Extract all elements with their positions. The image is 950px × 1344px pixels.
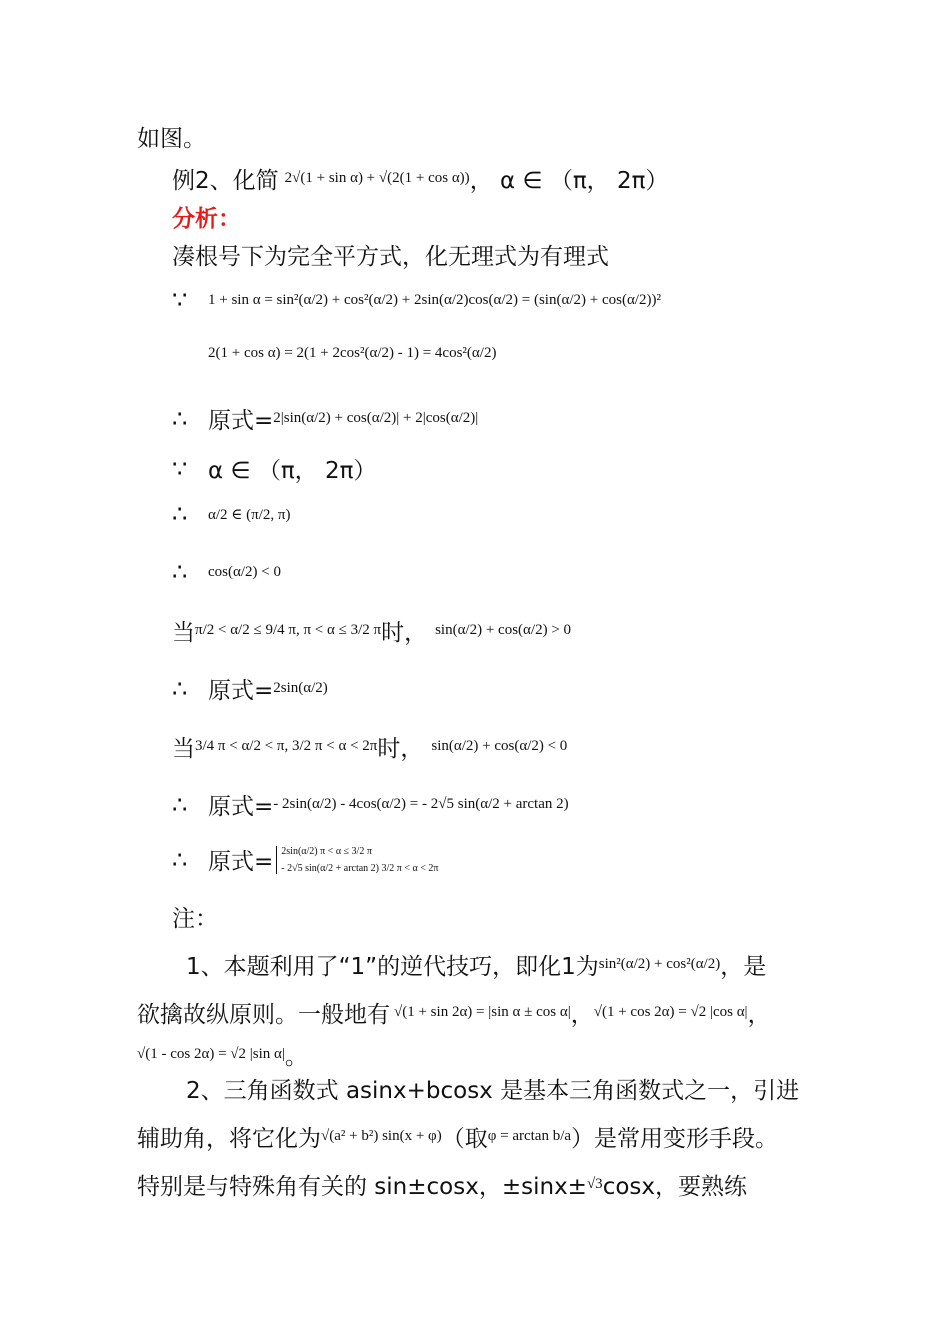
formula-1: √(1 + sin 2α) = |sin α ± cos α| xyxy=(394,1004,571,1020)
original-label: 原式= xyxy=(208,794,274,820)
result-1: 2sin(α/2) xyxy=(273,680,328,696)
case-suffix: 时， xyxy=(381,620,428,646)
original-expression: 2|sin(α/2) + cos(α/2)| + 2|cos(α/2)| xyxy=(273,410,479,426)
note-2-text-c: （取 xyxy=(441,1126,488,1152)
note-1-text: 1、本题利用了“1”的逆代技巧，即化1为 xyxy=(186,954,599,980)
therefore-symbol: ∴ xyxy=(172,500,188,528)
note-1-line-1 xyxy=(186,948,766,981)
sqrt3: √3 xyxy=(586,1176,603,1192)
note-1-expression: sin²(α/2) + cos²(α/2) xyxy=(598,956,721,972)
original-label: 原式= xyxy=(208,408,274,434)
piecewise-line xyxy=(172,843,438,876)
therefore-symbol: ∴ xyxy=(172,558,188,586)
note-2-text-b: 辅助角，将它化为 xyxy=(137,1126,321,1152)
half-alpha-range: α/2 ∈ (π/2, π) xyxy=(208,506,291,523)
note-2-text-e: 特别是与特殊角有关的 sin±cosx，±sinx± xyxy=(137,1174,587,1200)
note-2-line-3 xyxy=(137,1168,747,1201)
note-1-line-3 xyxy=(137,1038,308,1071)
identity-2-line xyxy=(208,345,496,362)
formula-3: √(1 - cos 2α) = √2 |sin α| xyxy=(137,1046,285,1062)
period: 。 xyxy=(284,1044,308,1070)
case-prefix: 当 xyxy=(172,620,195,646)
case-2-condition: 3/4 π < α/2 < π, 3/2 π < α < 2π xyxy=(195,738,378,754)
case-1-condition: π/2 < α/2 ≤ 9/4 π, π < α ≤ 3/2 π xyxy=(195,622,382,638)
identity-2: 2(1 + cos α) = 2(1 + 2cos²(α/2) - 1) = 4cos²(α/2) xyxy=(208,345,497,361)
example-heading xyxy=(172,162,668,195)
therefore-line-3 xyxy=(172,558,281,586)
result-1-line xyxy=(172,672,328,705)
case-suffix: 时， xyxy=(377,736,424,762)
because-line-2 xyxy=(172,452,376,485)
note-2-text-d: ）是常用变形手段。 xyxy=(571,1126,779,1152)
alpha-domain: α ∈ （π， 2π） xyxy=(208,458,377,484)
case-1-line xyxy=(172,614,571,647)
case-prefix: 当 xyxy=(172,736,195,762)
therefore-line-2 xyxy=(172,500,290,528)
result-2: - 2sin(α/2) - 4cos(α/2) = - 2√5 sin(α/2 + arctan 2) xyxy=(273,796,569,812)
note-2-text-f: cosx，要熟练 xyxy=(602,1174,747,1200)
result-2-line xyxy=(172,788,569,821)
therefore-line-1 xyxy=(172,402,478,435)
note-2-line-1: 2、三角函数式 asinx+bcosx 是基本三角函数式之一，引进 xyxy=(186,1078,800,1104)
case-1-sign: sin(α/2) + cos(α/2) > 0 xyxy=(435,622,572,638)
original-label: 原式= xyxy=(208,678,274,704)
text-line: 如图。 xyxy=(137,126,206,152)
example-domain: ， α ∈ （π， 2π） xyxy=(469,168,669,194)
example-expression: 2√(1 + sin α) + √(2(1 + cos α)) xyxy=(284,170,470,186)
note-1-text-b: ，是 xyxy=(720,954,767,980)
identity-1: 1 + sin α = sin²(α/2) + cos²(α/2) + 2sin(α/2)cos(α/2) = (sin(α/2) + cos(α/2))² xyxy=(208,291,661,308)
auxiliary-angle-form: √(a² + b²) sin(x + φ) xyxy=(321,1128,442,1144)
example-label: 例2、化简 xyxy=(172,168,279,194)
analysis-heading: 分析： xyxy=(172,206,241,232)
phi-definition: φ = arctan b/a xyxy=(487,1128,572,1144)
therefore-symbol: ∴ xyxy=(172,845,188,874)
formula-2: √(1 + cos 2α) = √2 |cos α| xyxy=(593,1004,748,1020)
original-label: 原式= xyxy=(208,849,274,875)
therefore-symbol: ∴ xyxy=(172,674,188,703)
note-heading: 注： xyxy=(172,906,218,932)
case-2-sign: sin(α/2) + cos(α/2) < 0 xyxy=(431,738,568,754)
because-symbol: ∵ xyxy=(172,286,188,314)
piece-1: 2sin(α/2) π < α ≤ 3/2 π xyxy=(281,845,372,857)
method-text: 凑根号下为完全平方式，化无理式为有理式 xyxy=(172,244,609,270)
note-2-line-2 xyxy=(137,1120,778,1153)
piecewise-brace xyxy=(276,846,438,874)
because-line-1 xyxy=(172,286,661,314)
therefore-symbol: ∴ xyxy=(172,404,188,433)
note-1-text-c: 欲擒故纵原则。一般地有 xyxy=(137,1002,390,1028)
because-symbol: ∵ xyxy=(172,454,188,483)
note-1-line-2: 欲擒故纵原则。一般地有 √(1 + sin 2α) = |sin α ± cos α| ， √(1 + cos 2α) = √2 |cos α| ， xyxy=(137,996,771,1029)
piece-2: - 2√5 sin(α/2 + arctan 2) 3/2 π < α < 2π xyxy=(281,862,439,874)
therefore-symbol: ∴ xyxy=(172,790,188,819)
case-2-line xyxy=(172,730,567,763)
cos-negative: cos(α/2) < 0 xyxy=(208,563,281,580)
